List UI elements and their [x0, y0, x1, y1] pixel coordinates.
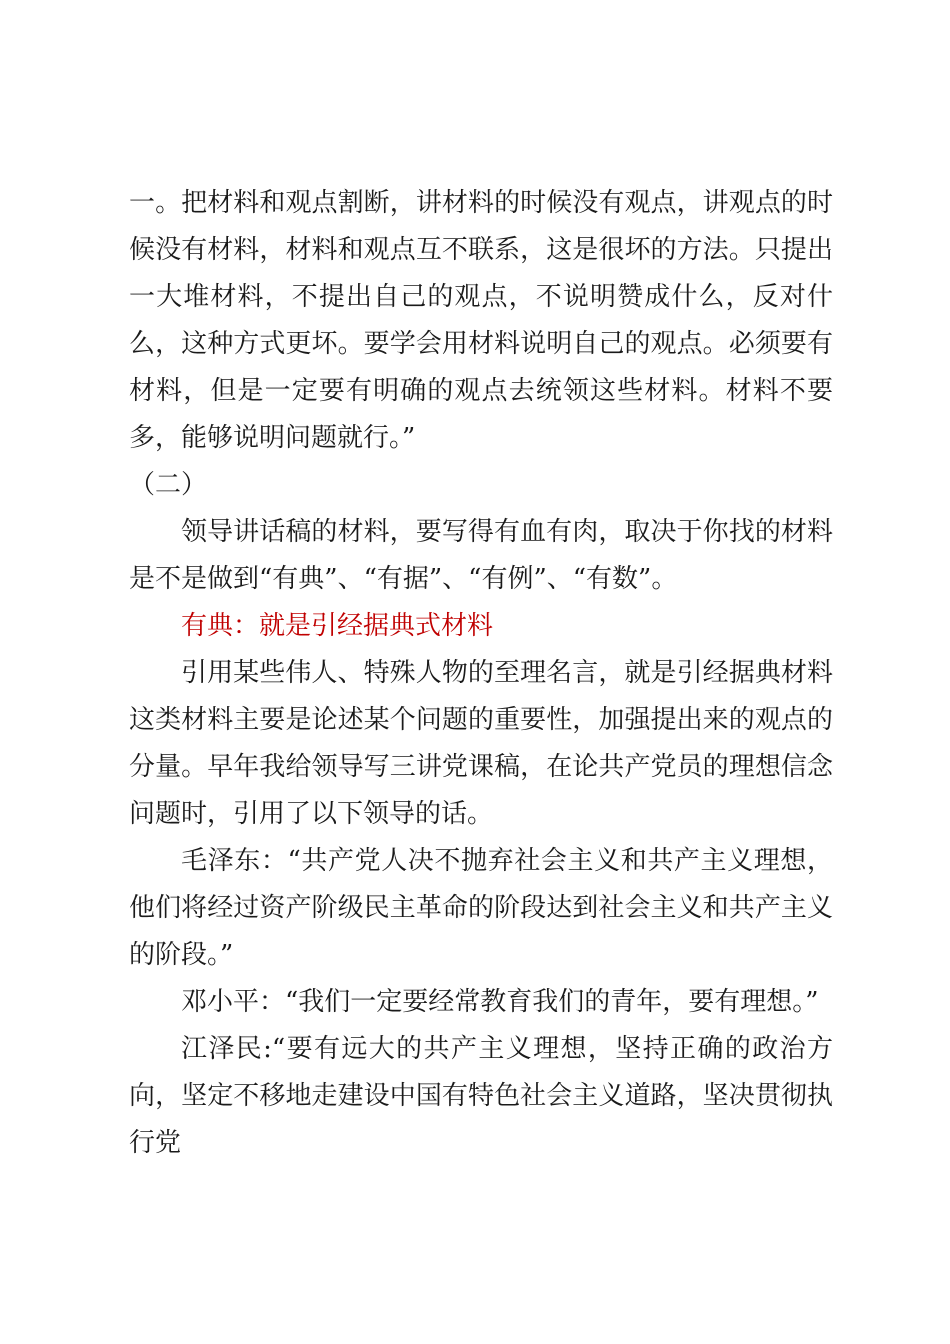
quote-mao-zedong: 毛泽东：“共产党人决不抛弃社会主义和共产主义理想，他们将经过资产阶级民主革命的阶段达到社会主义和共产主义的阶段。” — [129, 846, 833, 970]
paragraph-material-viewpoint: 一。把材料和观点割断，讲材料的时候没有观点，讲观点的时候没有材料，材料和观点互不联系，这是很坏的方法。只提出一大堆材料，不提出自己的观点，不说明赞成什么，反对什么，这种方式更坏。要学会用材料说明自己的观点。必须要有材料，但是一定要有明确的观点去统领这些材料。材料不要多，能够说明问题就行。” — [129, 188, 833, 453]
quote-deng-xiaoping: 邓小平：“我们一定要经常教育我们的青年，要有理想。” — [181, 987, 819, 1017]
subheading-you-dian: 有典：就是引经据典式材料 — [181, 611, 494, 641]
paragraph-quotation-material: 引用某些伟人、特殊人物的至理名言，就是引经据典材料这类材料主要是论述某个问题的重要性，加强提出来的观点的分量。早年我给领导写三讲党课稿，在论共产党员的理想信念问题时，引用了以下领导的话。 — [129, 658, 833, 829]
quote-jiang-zemin: 江泽民:“要有远大的共产主义理想，坚持正确的政治方向，坚定不移地走建设中国有特色社会主义道路，坚决贯彻执行党 — [129, 1034, 833, 1158]
paragraph-speech-material: 领导讲话稿的材料，要写得有血有肉，取决于你找的材料是不是做到“有典”、“有据”、“有例”、“有数”。 — [129, 517, 833, 594]
section-number-heading: （二） — [129, 470, 208, 500]
document-body — [129, 180, 833, 1167]
